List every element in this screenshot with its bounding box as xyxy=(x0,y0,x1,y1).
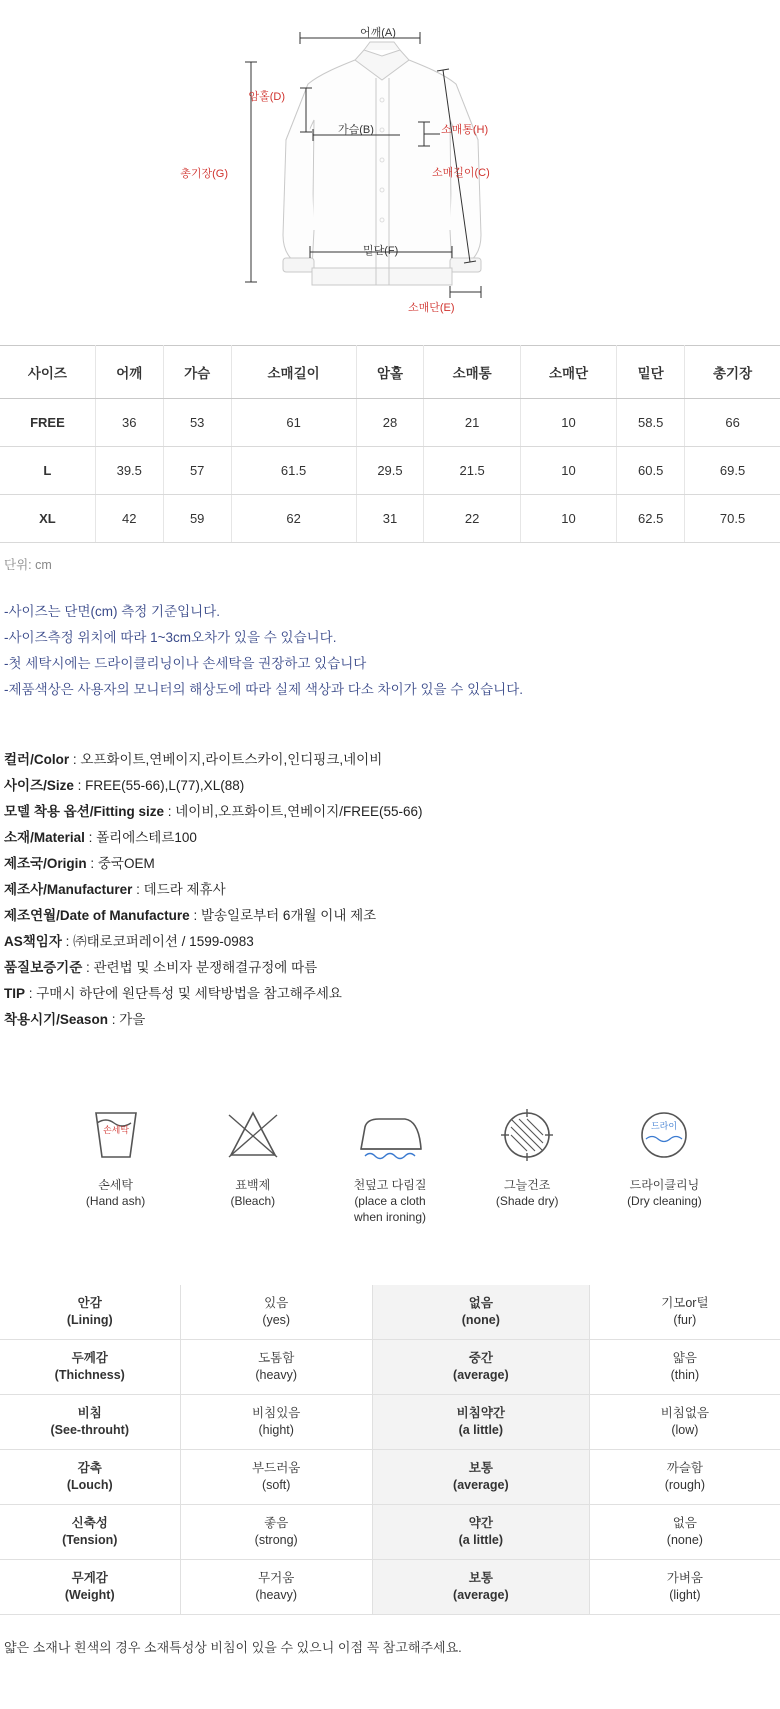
fabric-opt-en-1-2: (thin) xyxy=(670,1368,700,1382)
measurement-diagram xyxy=(0,0,780,345)
info-key-color: 컬러/Color xyxy=(4,752,70,767)
size-r1-c5: 21.5 xyxy=(424,447,520,495)
info-value-fitting: : 네이비,오프화이트,연베이지/FREE(55-66) xyxy=(164,804,423,819)
size-r1-c1: 39.5 xyxy=(95,447,163,495)
fabric-opt-en-5-0: (heavy) xyxy=(255,1588,298,1602)
fabric-opt-en-4-2: (none) xyxy=(666,1533,703,1547)
size-r2-c1: 42 xyxy=(95,495,163,543)
care-label-shade-dry xyxy=(472,1177,583,1209)
size-r0-c6: 10 xyxy=(520,399,616,447)
size-th-4: 암홀 xyxy=(356,346,424,399)
care-en-1: (Bleach) xyxy=(230,1194,276,1208)
info-row-warranty xyxy=(4,955,776,981)
fabric-opt-0-1 xyxy=(372,1285,589,1340)
table-row xyxy=(0,1560,780,1615)
fabric-label-en-4: (Tension) xyxy=(62,1533,118,1547)
fabric-opt-5-2 xyxy=(589,1560,780,1615)
fabric-opt-2-2 xyxy=(589,1395,780,1450)
care-en-3: (Shade dry) xyxy=(495,1194,559,1208)
size-th-1: 어깨 xyxy=(95,346,163,399)
info-value-material: : 폴리에스테르100 xyxy=(84,830,197,845)
diagram-label-armhole: 암홀(D) xyxy=(248,91,285,103)
fabric-opt-5-0 xyxy=(180,1560,372,1615)
fabric-opt-ko-0-2: 기모or털 xyxy=(661,1296,709,1310)
size-r2-c7: 62.5 xyxy=(617,495,685,543)
size-r2-c0: XL xyxy=(0,495,95,543)
fabric-label-thickness xyxy=(0,1340,180,1395)
care-item-hand-wash xyxy=(60,1091,171,1225)
fabric-opt-5-1 xyxy=(372,1560,589,1615)
svg-text:드라이: 드라이 xyxy=(651,1121,678,1131)
fabric-opt-en-1-1: (average) xyxy=(453,1368,509,1382)
care-ko-3: 그늘건조 xyxy=(504,1178,551,1192)
care-label-iron xyxy=(334,1177,445,1225)
fabric-label-see-through xyxy=(0,1395,180,1450)
diagram-label-sleeve-length: 소매길이(C) xyxy=(432,167,490,179)
fabric-opt-ko-1-2: 얇음 xyxy=(672,1351,697,1365)
iron-with-cloth-icon xyxy=(334,1091,445,1169)
care-item-iron xyxy=(334,1091,445,1225)
fabric-opt-ko-0-1: 없음 xyxy=(468,1296,493,1310)
size-r1-c7: 60.5 xyxy=(617,447,685,495)
info-key-date: 제조연월/Date of Manufacture xyxy=(4,908,190,923)
fabric-opt-ko-2-2: 비침없음 xyxy=(660,1406,710,1420)
diagram-label-cuff: 소매단(E) xyxy=(408,302,455,314)
size-r1-c4: 29.5 xyxy=(356,447,424,495)
table-row xyxy=(0,399,780,447)
fabric-opt-en-4-1: (a little) xyxy=(458,1533,504,1547)
info-key-size: 사이즈/Size xyxy=(4,778,74,793)
fabric-opt-en-5-2: (light) xyxy=(669,1588,701,1602)
table-row xyxy=(0,1340,780,1395)
care-en-2b: when ironing) xyxy=(353,1210,427,1224)
care-label-hand-wash xyxy=(60,1177,171,1209)
info-value-size: : FREE(55-66),L(77),XL(88) xyxy=(73,778,245,793)
care-label-dry-cleaning xyxy=(609,1177,720,1209)
fabric-opt-1-1 xyxy=(372,1340,589,1395)
size-th-6: 소매단 xyxy=(520,346,616,399)
fabric-opt-ko-4-1: 약간 xyxy=(468,1516,493,1530)
size-r2-c4: 31 xyxy=(356,495,424,543)
size-r0-c5: 21 xyxy=(424,399,520,447)
info-value-origin: : 중국OEM xyxy=(86,856,155,871)
table-row xyxy=(0,1450,780,1505)
fabric-opt-ko-3-0: 부드러움 xyxy=(252,1461,301,1475)
size-r0-c4: 28 xyxy=(356,399,424,447)
info-value-season: : 가을 xyxy=(107,1012,146,1027)
size-r0-c0: FREE xyxy=(0,399,95,447)
fabric-label-en-5: (Weight) xyxy=(64,1588,115,1602)
care-en-4: (Dry cleaning) xyxy=(627,1194,702,1208)
fabric-label-ko-2: 비침 xyxy=(77,1406,102,1420)
care-en-2: (place a cloth xyxy=(354,1194,426,1208)
size-th-3: 소매길이 xyxy=(231,346,356,399)
no-bleach-icon xyxy=(197,1091,308,1169)
info-row-fitting xyxy=(4,799,776,825)
fabric-label-lining xyxy=(0,1285,180,1340)
size-r2-c8: 70.5 xyxy=(685,495,780,543)
fabric-opt-en-4-0: (strong) xyxy=(254,1533,298,1547)
size-r2-c6: 10 xyxy=(520,495,616,543)
fabric-opt-en-2-1: (a little) xyxy=(458,1423,504,1437)
fabric-label-en-0: (Lining) xyxy=(66,1313,113,1327)
size-r0-c8: 66 xyxy=(685,399,780,447)
size-table xyxy=(0,345,780,543)
size-r0-c1: 36 xyxy=(95,399,163,447)
diagram-label-chest: 가슴(B) xyxy=(338,124,374,136)
size-r0-c2: 53 xyxy=(163,399,231,447)
info-key-fitting: 모델 착용 옵션/Fitting size xyxy=(4,804,164,819)
fabric-opt-ko-5-2: 가벼움 xyxy=(666,1571,703,1585)
fabric-opt-ko-1-0: 도톰함 xyxy=(258,1351,295,1365)
fabric-opt-1-2 xyxy=(589,1340,780,1395)
footer-note: 얇은 소재나 흰색의 경우 소재특성상 비침이 있을 수 있으니 이점 꼭 참고해주세요. xyxy=(4,1640,462,1655)
table-row xyxy=(0,1285,780,1340)
size-r0-c7: 58.5 xyxy=(617,399,685,447)
fabric-label-ko-0: 안감 xyxy=(77,1296,102,1310)
table-row xyxy=(0,447,780,495)
size-r2-c3: 62 xyxy=(231,495,356,543)
info-row-origin xyxy=(4,851,776,877)
diagram-label-total-length: 총기장(G) xyxy=(180,168,228,180)
size-r1-c3: 61.5 xyxy=(231,447,356,495)
info-key-as: AS책임자 xyxy=(4,934,62,949)
fabric-label-weight xyxy=(0,1560,180,1615)
fabric-opt-0-0 xyxy=(180,1285,372,1340)
table-row xyxy=(0,495,780,543)
fabric-label-ko-1: 두께감 xyxy=(71,1351,108,1365)
size-th-8: 총기장 xyxy=(685,346,780,399)
size-r0-c3: 61 xyxy=(231,399,356,447)
table-row xyxy=(0,1395,780,1450)
fabric-property-table xyxy=(0,1285,780,1615)
fabric-label-en-2: (See-throuht) xyxy=(50,1423,129,1437)
size-r1-c8: 69.5 xyxy=(685,447,780,495)
svg-text:손세탁: 손세탁 xyxy=(102,1125,129,1135)
fabric-opt-en-0-2: (fur) xyxy=(673,1313,697,1327)
fabric-opt-4-0 xyxy=(180,1505,372,1560)
size-r1-c0: L xyxy=(0,447,95,495)
fabric-label-ko-3: 감촉 xyxy=(77,1461,102,1475)
fabric-opt-ko-2-1: 비침약간 xyxy=(456,1406,505,1420)
fabric-label-touch xyxy=(0,1450,180,1505)
fabric-opt-ko-4-2: 없음 xyxy=(672,1516,697,1530)
info-key-origin: 제조국/Origin xyxy=(4,856,87,871)
fabric-opt-ko-5-0: 무거움 xyxy=(258,1571,295,1585)
info-value-color: : 오프화이트,연베이지,라이트스카이,인디핑크,네이비 xyxy=(69,752,383,767)
info-key-tip: TIP xyxy=(4,986,26,1001)
info-row-season xyxy=(4,1007,776,1033)
note-2: -첫 세탁시에는 드라이클리닝이나 손세탁을 권장하고 있습니다 xyxy=(4,656,367,671)
info-value-manufacturer: : 데드라 제휴사 xyxy=(132,882,226,897)
fabric-opt-ko-3-1: 보통 xyxy=(468,1461,493,1475)
size-r2-c2: 59 xyxy=(163,495,231,543)
note-3: -제품색상은 사용자의 모니터의 해상도에 따라 실제 색상과 다소 차이가 있을 수 있습니다. xyxy=(4,682,523,697)
diagram-label-shoulder: 어깨(A) xyxy=(360,27,396,39)
fabric-label-en-1: (Thichness) xyxy=(54,1368,125,1382)
size-r1-c6: 10 xyxy=(520,447,616,495)
measurement-notes xyxy=(0,573,780,703)
info-row-tip xyxy=(4,981,776,1007)
size-table-header-row xyxy=(0,346,780,399)
diagram-label-sleeve-width: 소매통(H) xyxy=(441,124,489,136)
fabric-label-ko-4: 신축성 xyxy=(71,1516,108,1530)
fabric-opt-2-0 xyxy=(180,1395,372,1450)
info-value-warranty: : 관련법 및 소비자 분쟁해결규정에 따름 xyxy=(82,960,318,975)
fabric-opt-en-3-2: (rough) xyxy=(664,1478,706,1492)
fabric-label-tension xyxy=(0,1505,180,1560)
fabric-opt-en-2-0: (hight) xyxy=(258,1423,294,1437)
info-row-as xyxy=(4,929,776,955)
fabric-opt-3-0 xyxy=(180,1450,372,1505)
size-r1-c2: 57 xyxy=(163,447,231,495)
size-th-5: 소매통 xyxy=(424,346,520,399)
care-en-0: (Hand ash) xyxy=(85,1194,146,1208)
dry-cleaning-icon xyxy=(609,1091,720,1169)
fabric-opt-ko-5-1: 보통 xyxy=(468,1571,493,1585)
note-0: -사이즈는 단면(cm) 측정 기준입니다. xyxy=(4,604,221,619)
unit-note: 단위: cm xyxy=(4,558,52,572)
fabric-label-ko-5: 무게감 xyxy=(71,1571,108,1585)
fabric-opt-ko-0-0: 있음 xyxy=(264,1296,289,1310)
fabric-opt-2-1 xyxy=(372,1395,589,1450)
care-ko-2: 천덮고 다림질 xyxy=(353,1178,427,1192)
size-th-7: 밑단 xyxy=(617,346,685,399)
fabric-opt-0-2 xyxy=(589,1285,780,1340)
info-row-color xyxy=(4,747,776,773)
product-info-list xyxy=(0,703,780,1033)
fabric-label-en-3: (Louch) xyxy=(66,1478,113,1492)
info-row-date xyxy=(4,903,776,929)
hand-wash-icon xyxy=(60,1091,171,1169)
size-th-2: 가슴 xyxy=(163,346,231,399)
fabric-opt-ko-1-1: 중간 xyxy=(468,1351,493,1365)
fabric-opt-3-1 xyxy=(372,1450,589,1505)
note-1: -사이즈측정 위치에 따라 1~3cm오차가 있을 수 있습니다. xyxy=(4,630,337,645)
fabric-opt-en-0-0: (yes) xyxy=(262,1313,291,1327)
fabric-opt-ko-4-0: 좋음 xyxy=(264,1516,289,1530)
care-ko-1: 표백제 xyxy=(235,1178,271,1192)
fabric-opt-1-0 xyxy=(180,1340,372,1395)
care-item-dry-cleaning xyxy=(609,1091,720,1225)
info-key-manufacturer: 제조사/Manufacturer xyxy=(4,882,133,897)
care-ko-4: 드라이클리닝 xyxy=(629,1178,700,1192)
info-row-size xyxy=(4,773,776,799)
fabric-opt-en-0-1: (none) xyxy=(461,1313,500,1327)
info-row-material xyxy=(4,825,776,851)
fabric-opt-ko-2-0: 비침있음 xyxy=(252,1406,301,1420)
fabric-opt-ko-3-2: 까슬함 xyxy=(666,1461,703,1475)
info-value-tip: : 구매시 하단에 원단특성 및 세탁방법을 참고해주세요 xyxy=(25,986,342,1001)
diagram-label-hem: 밑단(F) xyxy=(363,245,399,257)
size-th-0: 사이즈 xyxy=(0,346,95,399)
fabric-opt-3-2 xyxy=(589,1450,780,1505)
size-r2-c5: 22 xyxy=(424,495,520,543)
info-key-material: 소재/Material xyxy=(4,830,85,845)
fabric-opt-en-1-0: (heavy) xyxy=(255,1368,298,1382)
shade-dry-icon xyxy=(472,1091,583,1169)
care-instructions xyxy=(0,1091,780,1225)
care-item-bleach xyxy=(197,1091,308,1225)
care-ko-0: 손세탁 xyxy=(98,1178,133,1192)
info-row-manufacturer xyxy=(4,877,776,903)
fabric-opt-en-3-0: (soft) xyxy=(261,1478,291,1492)
fabric-opt-4-2 xyxy=(589,1505,780,1560)
table-row xyxy=(0,1505,780,1560)
info-key-season: 착용시기/Season xyxy=(4,1012,108,1027)
fabric-opt-4-1 xyxy=(372,1505,589,1560)
fabric-opt-en-3-1: (average) xyxy=(453,1478,509,1492)
info-key-warranty: 품질보증기준 xyxy=(4,960,83,975)
fabric-opt-en-5-1: (average) xyxy=(453,1588,509,1602)
fabric-opt-en-2-2: (low) xyxy=(671,1423,699,1437)
info-value-as: : ㈜태로코퍼레이션 / 1599-0983 xyxy=(61,934,254,949)
care-item-shade-dry xyxy=(472,1091,583,1225)
care-label-bleach xyxy=(197,1177,308,1209)
info-value-date: : 발송일로부터 6개월 이내 제조 xyxy=(189,908,377,923)
